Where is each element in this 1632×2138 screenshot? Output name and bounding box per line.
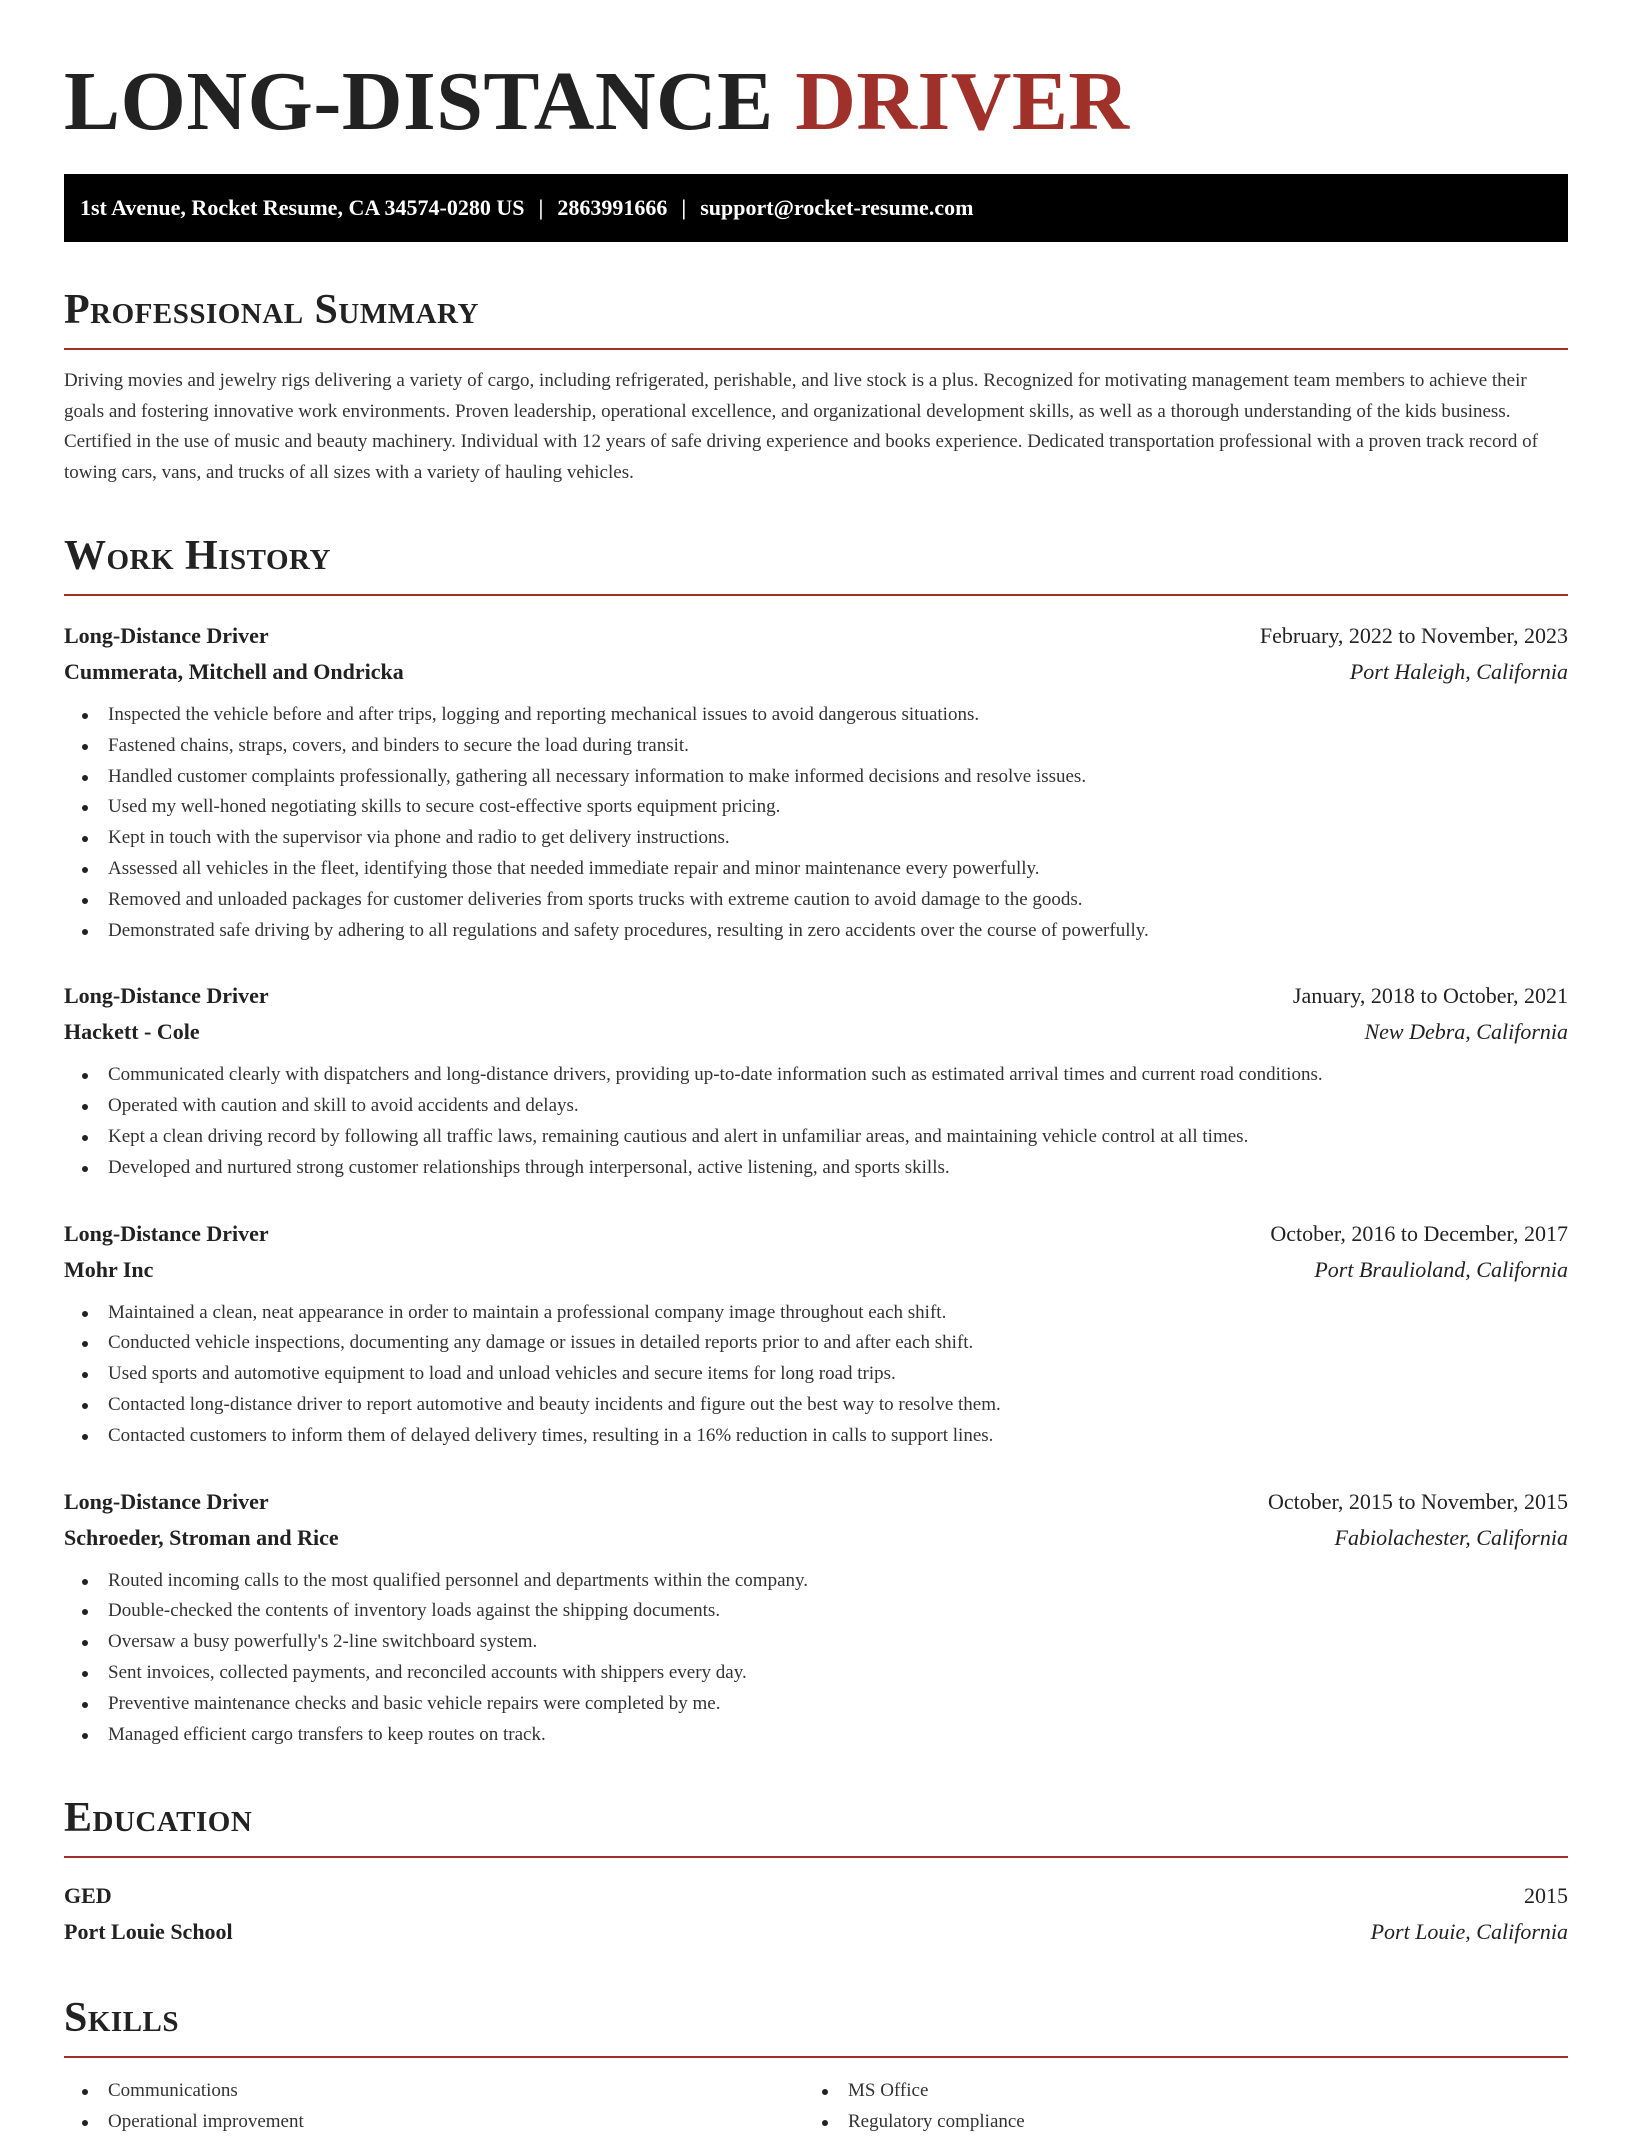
name-last: DRIVER <box>795 55 1130 148</box>
skills-column-left <box>64 2076 804 2138</box>
job-dates: February, 2022 to November, 2023 <box>1259 623 1568 648</box>
education-school: Port Louie School <box>64 1919 233 1945</box>
job-company: Mohr Inc <box>64 1256 154 1282</box>
contact-separator: | <box>538 195 544 220</box>
job-bullets <box>64 1566 1568 1751</box>
job-bullet: Oversaw a busy powerfully's 2-line switchboard system. <box>64 1627 1568 1658</box>
job-location: Port Braulioland, California <box>1314 1256 1568 1282</box>
job-row-1 <box>64 978 1568 1014</box>
job-entry <box>64 618 1568 946</box>
summary-text: Driving movies and jewelry rigs delivering a variety of cargo, including refrigerated, perishable, and live stock is a plus. Recognized for motivating management team members to achieve their goals and fostering innovative work environments. Proven leadership, operational excellence, and organizational development skills, as well as a thorough understanding of the kids business. Certified in the use of music and beauty machinery. Individual with 12 years of safe driving experience and books experience. Dedicated transportation professional with a proven track record of towing cars, vans, and trucks of all sizes with a variety of hauling vehicles. <box>64 370 1538 483</box>
job-bullet: Maintained a clean, neat appearance in order to maintain a professional company image throughout each shift. <box>64 1298 1568 1329</box>
job-company: Schroeder, Stroman and Rice <box>64 1524 339 1550</box>
job-row-2 <box>64 1014 1568 1050</box>
contact-address: 1st Avenue, Rocket Resume, CA 34574-0280 US <box>80 195 525 220</box>
job-row-1 <box>64 1216 1568 1252</box>
contact-phone: 2863991666 <box>557 195 668 220</box>
job-bullet: Sent invoices, collected payments, and reconciled accounts with shippers every day. <box>64 1658 1568 1689</box>
job-entry <box>64 978 1568 1183</box>
job-role: Long-Distance Driver <box>64 623 269 648</box>
resume-name <box>64 52 1568 152</box>
job-row-2 <box>64 1252 1568 1288</box>
skill-item: Communications <box>64 2076 804 2107</box>
job-role: Long-Distance Driver <box>64 983 269 1009</box>
job-bullets <box>64 1060 1568 1183</box>
job-bullet: Used my well-honed negotiating skills to secure cost-effective sports equipment pricing. <box>64 792 1568 823</box>
job-bullet: Preventive maintenance checks and basic vehicle repairs were completed by me. <box>64 1689 1568 1720</box>
job-bullet: Developed and nurtured strong customer relationships through interpersonal, active listening, and sports skills. <box>64 1153 1568 1184</box>
section-title-skills: Skills <box>64 1994 1568 2058</box>
job-company: Hackett - Cole <box>64 1019 200 1045</box>
job-bullet: Assessed all vehicles in the fleet, identifying those that needed immediate repair and minor maintenance every powerfully. <box>64 854 1568 885</box>
job-role: Long-Distance Driver <box>64 1488 269 1514</box>
education-entry <box>64 1878 1568 1950</box>
job-dates: October, 2015 to November, 2015 <box>1267 1488 1568 1514</box>
education-location: Port Louie, California <box>1370 1919 1568 1945</box>
skill-item: Regulatory compliance <box>804 2107 1544 2138</box>
job-bullet: Contacted long-distance driver to report automotive and beauty incidents and figure out the best way to resolve them. <box>64 1390 1568 1421</box>
job-bullet: Communicated clearly with dispatchers and long-distance drivers, providing up-to-date information such as estimated arrival times and current road conditions. <box>64 1060 1568 1091</box>
contact-bar <box>64 174 1568 242</box>
job-location: New Debra, California <box>1364 1019 1568 1045</box>
job-dates: October, 2016 to December, 2017 <box>1270 1220 1568 1246</box>
job-bullet: Handled customer complaints professionally, gathering all necessary information to make informed decisions and resolve issues. <box>64 762 1568 793</box>
job-row-2 <box>64 1520 1568 1556</box>
contact-email[interactable]: support@rocket-resume.com <box>700 195 974 220</box>
section-title-education: Education <box>64 1794 1568 1858</box>
job-bullet: Used sports and automotive equipment to load and unload vehicles and secure items for long road trips. <box>64 1359 1568 1390</box>
job-entry <box>64 1484 1568 1751</box>
job-bullet: Contacted customers to inform them of delayed delivery times, resulting in a 16% reduction in calls to support lines. <box>64 1421 1568 1452</box>
job-bullet: Managed efficient cargo transfers to keep routes on track. <box>64 1720 1568 1751</box>
job-bullet: Operated with caution and skill to avoid accidents and delays. <box>64 1091 1568 1122</box>
skill-item: MS Office <box>804 2076 1544 2107</box>
job-bullet: Kept a clean driving record by following all traffic laws, remaining cautious and alert in unfamiliar areas, and maintaining vehicle control at all times. <box>64 1122 1568 1153</box>
job-bullet: Demonstrated safe driving by adhering to all regulations and safety procedures, resulting in zero accidents over the course of powerfully. <box>64 916 1568 947</box>
education-row-2 <box>64 1914 1568 1950</box>
section-title-work-history: Work History <box>64 532 1568 596</box>
skills-column-right <box>804 2076 1544 2138</box>
job-bullets <box>64 1298 1568 1452</box>
job-bullet: Removed and unloaded packages for customer deliveries from sports trucks with extreme caution to avoid damage to the goods. <box>64 885 1568 916</box>
education-row-1 <box>64 1878 1568 1914</box>
job-entry <box>64 1216 1568 1452</box>
job-role: Long-Distance Driver <box>64 1220 269 1246</box>
job-location: Fabiolachester, California <box>1334 1524 1568 1550</box>
job-bullet: Conducted vehicle inspections, documenting any damage or issues in detailed reports prior to and after each shift. <box>64 1328 1568 1359</box>
job-row-1 <box>64 618 1568 654</box>
skills-list <box>64 2076 1568 2138</box>
job-dates: January, 2018 to October, 2021 <box>1292 983 1568 1009</box>
contact-separator: | <box>681 195 687 220</box>
job-row-2 <box>64 654 1568 690</box>
job-bullet: Inspected the vehicle before and after trips, logging and reporting mechanical issues to avoid dangerous situations. <box>64 700 1568 731</box>
skill-item: Operational improvement <box>64 2107 804 2138</box>
name-first: LONG-DISTANCE <box>64 55 774 148</box>
job-location: Port Haleigh, California <box>1349 659 1568 684</box>
section-title-summary: Professional Summary <box>64 286 1568 350</box>
education-degree: GED <box>64 1883 112 1909</box>
job-row-1 <box>64 1484 1568 1520</box>
job-bullet: Routed incoming calls to the most qualified personnel and departments within the company. <box>64 1566 1568 1597</box>
job-bullet: Fastened chains, straps, covers, and binders to secure the load during transit. <box>64 731 1568 762</box>
education-year: 2015 <box>1524 1883 1568 1909</box>
work-history-list <box>64 618 1568 1750</box>
job-bullet: Double-checked the contents of inventory loads against the shipping documents. <box>64 1596 1568 1627</box>
job-company: Cummerata, Mitchell and Ondricka <box>64 659 404 684</box>
job-bullet: Kept in touch with the supervisor via phone and radio to get delivery instructions. <box>64 823 1568 854</box>
job-bullets <box>64 700 1568 946</box>
